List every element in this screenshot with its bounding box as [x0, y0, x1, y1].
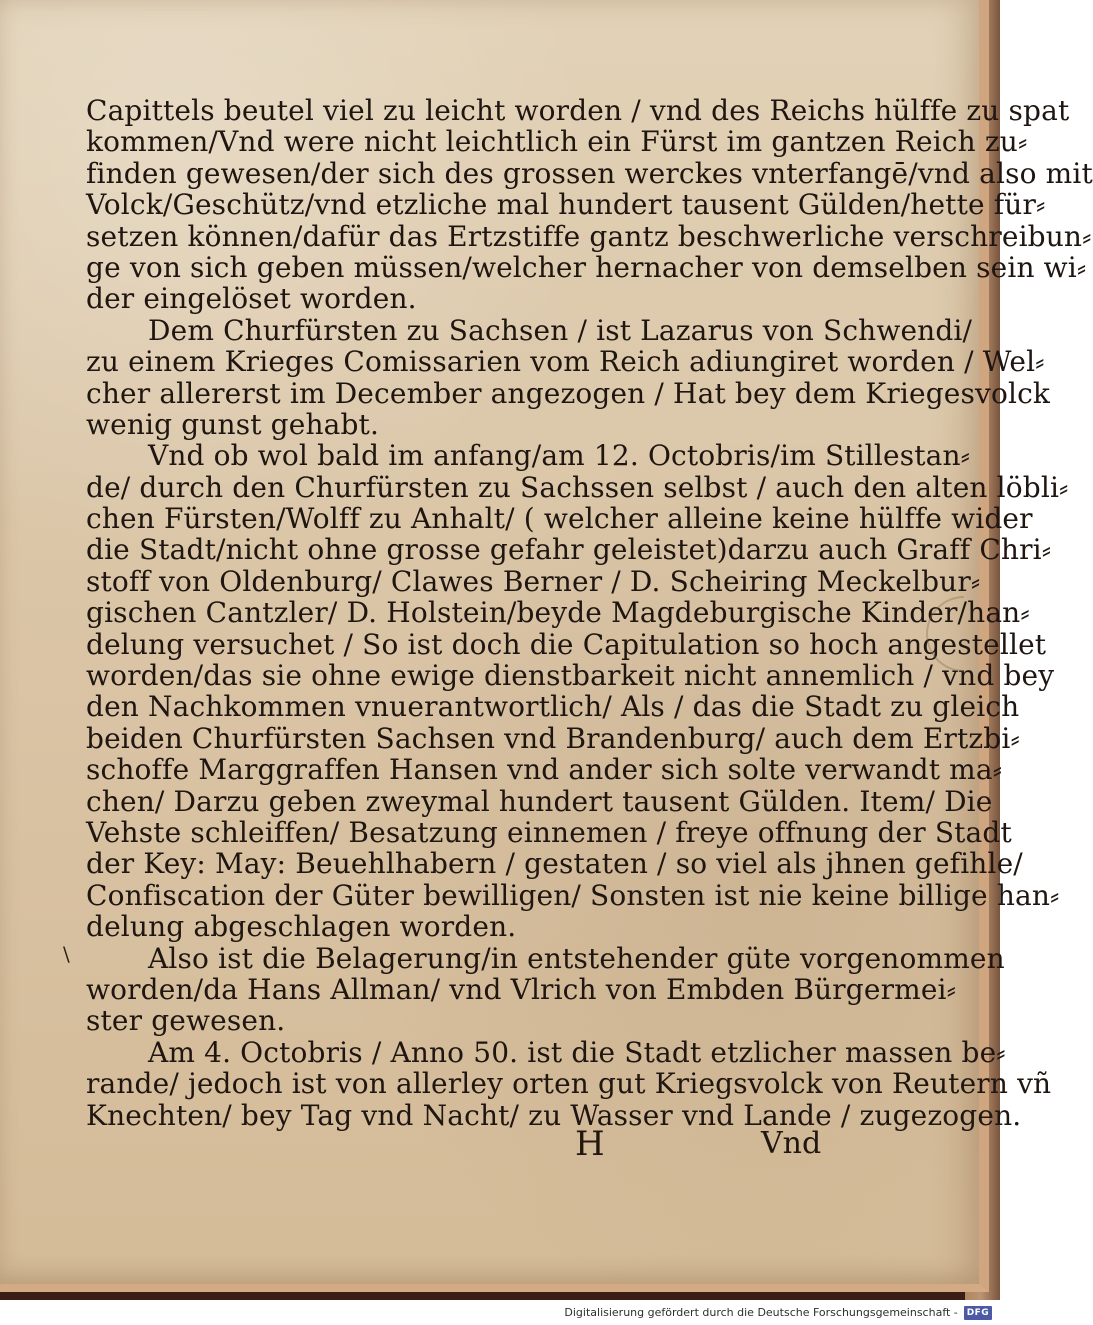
text-line-1: Capittels beutel viel zu leicht worden / vnd des Reichs hülffe zu spat [86, 94, 1070, 127]
text-line-33: Knechten/ bey Tag vnd Nacht/ zu Wasser vnd Lande / zugezogen. [86, 1098, 1022, 1132]
text-line-28: Also ist die Belagerung/in entstehender güte vorgenommen [148, 941, 1005, 975]
body-text [86, 94, 1093, 1132]
signature-mark: H [575, 1124, 605, 1164]
text-line-20: den Nachkommen vnuerantwortlich/ Als / das die Stadt zu gleich [86, 690, 1020, 724]
text-line-22: schoffe Marggraffen Hansen vnd ander sich solte verwandt ma⸗ [86, 753, 1003, 787]
text-line-5: setzen können/dafür das Ertzstiffe gantz beschwerliche verschreibun⸗ [86, 219, 1092, 253]
dfg-logo: DFG [964, 1306, 992, 1320]
text-line-27: delung abgeschlagen worden. [86, 910, 517, 944]
text-line-30: ster gewesen. [86, 1004, 286, 1038]
text-line-24: Vehste schleiffen/ Besatzung einnemen / freye offnung der Stadt [86, 815, 1012, 849]
footer-bar [0, 1300, 1000, 1325]
text-line-3: finden gewesen/der sich des grossen werckes vnterfangē/vnd also mit [86, 156, 1093, 190]
text-line-19: worden/das sie ohne ewige dienstbarkeit nicht annemlich / vnd bey [86, 659, 1055, 693]
text-line-15: die Stadt/nicht ohne grosse gefahr geleistet)darzu auch Graff Chri⸗ [86, 533, 1052, 567]
text-line-7: der eingelöset worden. [86, 282, 417, 316]
text-line-2: kommen/Vnd were nicht leichtlich ein Fürst im gantzen Reich zu⸗ [86, 125, 1028, 159]
text-line-14: chen Fürsten/Wolff zu Anhalt/ ( welcher alleine keine hülffe wider [86, 502, 1033, 536]
text-line-8: Dem Churfürsten zu Sachsen / ist Lazarus von Schwendi/ [148, 313, 973, 347]
text-line-13: de/ durch den Churfürsten zu Sachssen selbst / auch den alten löbli⸗ [86, 470, 1069, 504]
text-line-23: chen/ Darzu geben zweymal hundert tausent Gülden. Item/ Die [86, 784, 993, 818]
text-line-29: worden/da Hans Allman/ vnd Vlrich von Embden Bürgermei⸗ [86, 972, 957, 1006]
text-line-9: zu einem Krieges Comissarien vom Reich adiungiret worden / Wel⸗ [86, 345, 1045, 379]
text-line-4: Volck/Geschütz/vnd etzliche mal hundert tausent Gülden/hette für⸗ [86, 188, 1046, 222]
text-line-18: delung versuchet / So ist doch die Capitulation so hoch angestellet [86, 627, 1047, 661]
text-line-6: ge von sich geben müssen/welcher hernacher von demselben sein wi⸗ [86, 250, 1087, 284]
footer-credit: Digitalisierung gefördert durch die Deutsche Forschungsgemeinschaft - [564, 1306, 958, 1319]
text-line-17: gischen Cantzler/ D. Holstein/beyde Magdeburgische Kinder/han⸗ [86, 596, 1030, 630]
text-line-11: wenig gunst gehabt. [86, 407, 380, 441]
text-line-26: Confiscation der Güter bewilligen/ Sonsten ist nie keine billige han⸗ [86, 878, 1060, 912]
text-line-16: stoff von Oldenburg/ Clawes Berner / D. Scheiring Meckelbur⸗ [86, 564, 981, 598]
margin-mark: \ [63, 942, 70, 966]
catchword: Vnd [761, 1126, 822, 1161]
text-line-12: Vnd ob wol bald im anfang/am 12. Octobris/im Stillestan⸗ [148, 439, 971, 473]
text-line-10: cher allererst im December angezogen / Hat bey dem Kriegesvolck [86, 376, 1051, 410]
text-line-31: Am 4. Octobris / Anno 50. ist die Stadt etzlicher massen be⸗ [148, 1035, 1006, 1069]
text-line-32: rande/ jedoch ist von allerley orten gut Kriegsvolck von Reutern vñ [86, 1067, 1052, 1101]
text-line-21: beiden Churfürsten Sachsen vnd Brandenburg/ auch dem Ertzbi⸗ [86, 721, 1020, 755]
text-line-25: der Key: May: Beuehlhabern / gestaten / so viel als jhnen gefihle/ [86, 847, 1023, 881]
